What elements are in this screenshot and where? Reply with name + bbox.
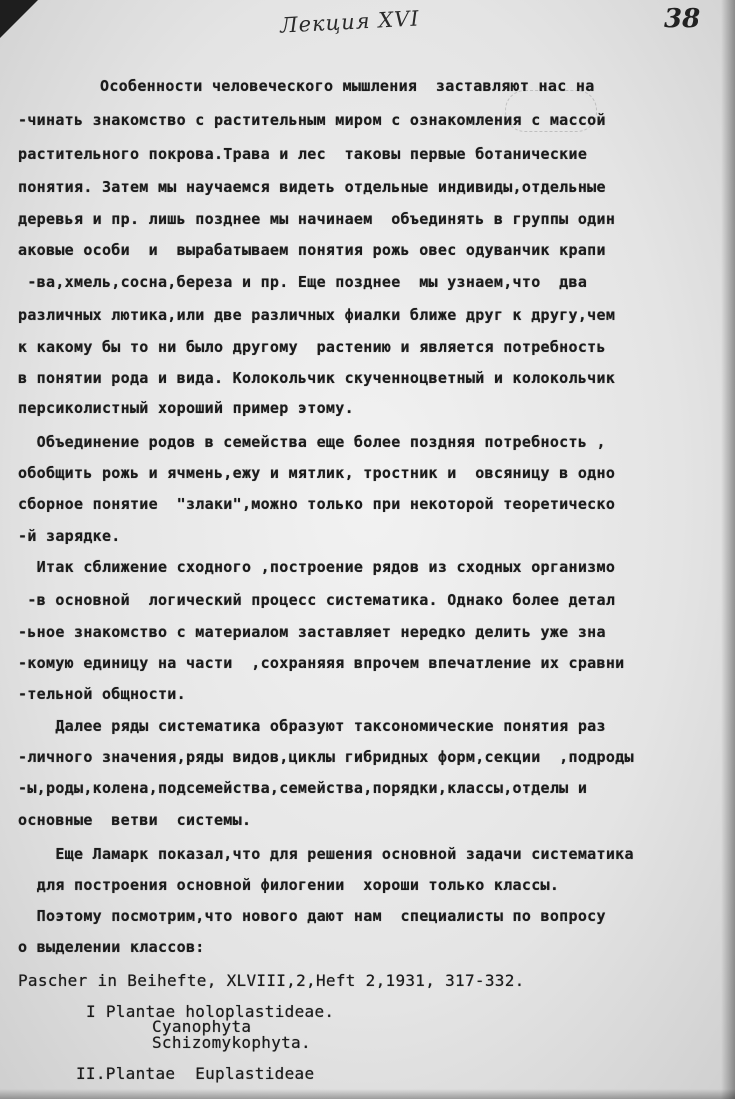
reference-line: Pascher in Beihefte, XLVIII,2,Heft 2,1931, 317-332.	[18, 971, 525, 990]
taxon-line: Schizomykophyta.	[152, 1033, 311, 1052]
text-line: персиколистный хороший пример этому.	[18, 399, 354, 417]
text-line: основные ветви системы.	[18, 811, 252, 829]
text-line: -ы,роды,колена,подсемейства,семейства,порядки,классы,отделы и	[18, 779, 588, 797]
text-line: в понятии рода и вида. Колокольчик скученноцветный и колокольчик	[18, 369, 616, 387]
text-line: Объединение родов в семейства еще более поздняя потребность ,	[18, 433, 606, 451]
text-line: понятия. Затем мы научаемся видеть отдельные индивиды,отдельные	[18, 178, 606, 196]
taxon-line: II.Plantae Euplastideae	[76, 1064, 315, 1083]
text-line: -чинать знакомство с растительным миром с ознакомления с массой	[18, 111, 606, 129]
taxon-line: Cyanophyta	[152, 1017, 252, 1036]
text-line: Итак сближение сходного ,построение рядов из сходных организмо	[18, 558, 616, 576]
lecture-heading: Лекция XVI	[279, 6, 421, 38]
page-number: 38	[664, 4, 701, 34]
text-line: деревья и пр. лишь позднее мы начинаем объединять в группы один	[18, 210, 616, 228]
text-line: к какому бы то ни было другому растению и является потребность	[18, 338, 606, 356]
text-line: -тельной общности.	[18, 685, 186, 703]
text-line: для построения основной филогении хороши только классы.	[18, 876, 560, 894]
text-line: Еще Ламарк показал,что для решения основной задачи систематика	[18, 845, 634, 863]
text-line: Далее ряды систематика образуют таксономические понятия раз	[18, 717, 606, 735]
text-line: аковые особи и вырабатываем понятия рожь овес одуванчик крапи	[18, 241, 606, 259]
text-line: -комую единицу на части ,сохраняяя впрочем впечатление их сравни	[18, 654, 625, 672]
text-line: сборное понятие "злаки",можно только при некоторой теоретическо	[18, 495, 616, 513]
text-line: -личного значения,ряды видов,циклы гибридных форм,секции ,подроды	[18, 748, 634, 766]
text-line: -й зарядке.	[18, 527, 121, 545]
text-line: Особенности человеческого мышления заставляют нас на	[100, 77, 595, 95]
text-line: -ва,хмель,сосна,береза и пр. Еще позднее мы узнаем,что два	[18, 273, 588, 291]
folded-corner	[0, 0, 38, 38]
text-line: растительного покрова.Трава и лес таковы первые ботанические	[18, 145, 588, 163]
text-line: о выделении классов:	[18, 938, 205, 956]
taxon-line: I Plantae holoplastideae.	[86, 1002, 335, 1021]
text-line: Поэтому посмотрим,что нового дают нам специалисты по вопросу	[18, 907, 606, 925]
text-line: обобщить рожь и ячмень,ежу и мятлик, тростник и овсяницу в одно	[18, 464, 616, 482]
text-line: -ьное знакомство с материалом заставляет нередко делить уже зна	[18, 623, 606, 641]
page-edge-shadow	[721, 0, 735, 1099]
text-line: -в основной логический процесс систематика. Однако более детал	[18, 591, 616, 609]
text-line: различных лютика,или две различных фиалки ближе друг к другу,чем	[18, 306, 616, 324]
page-bottom-shadow	[0, 1089, 735, 1099]
